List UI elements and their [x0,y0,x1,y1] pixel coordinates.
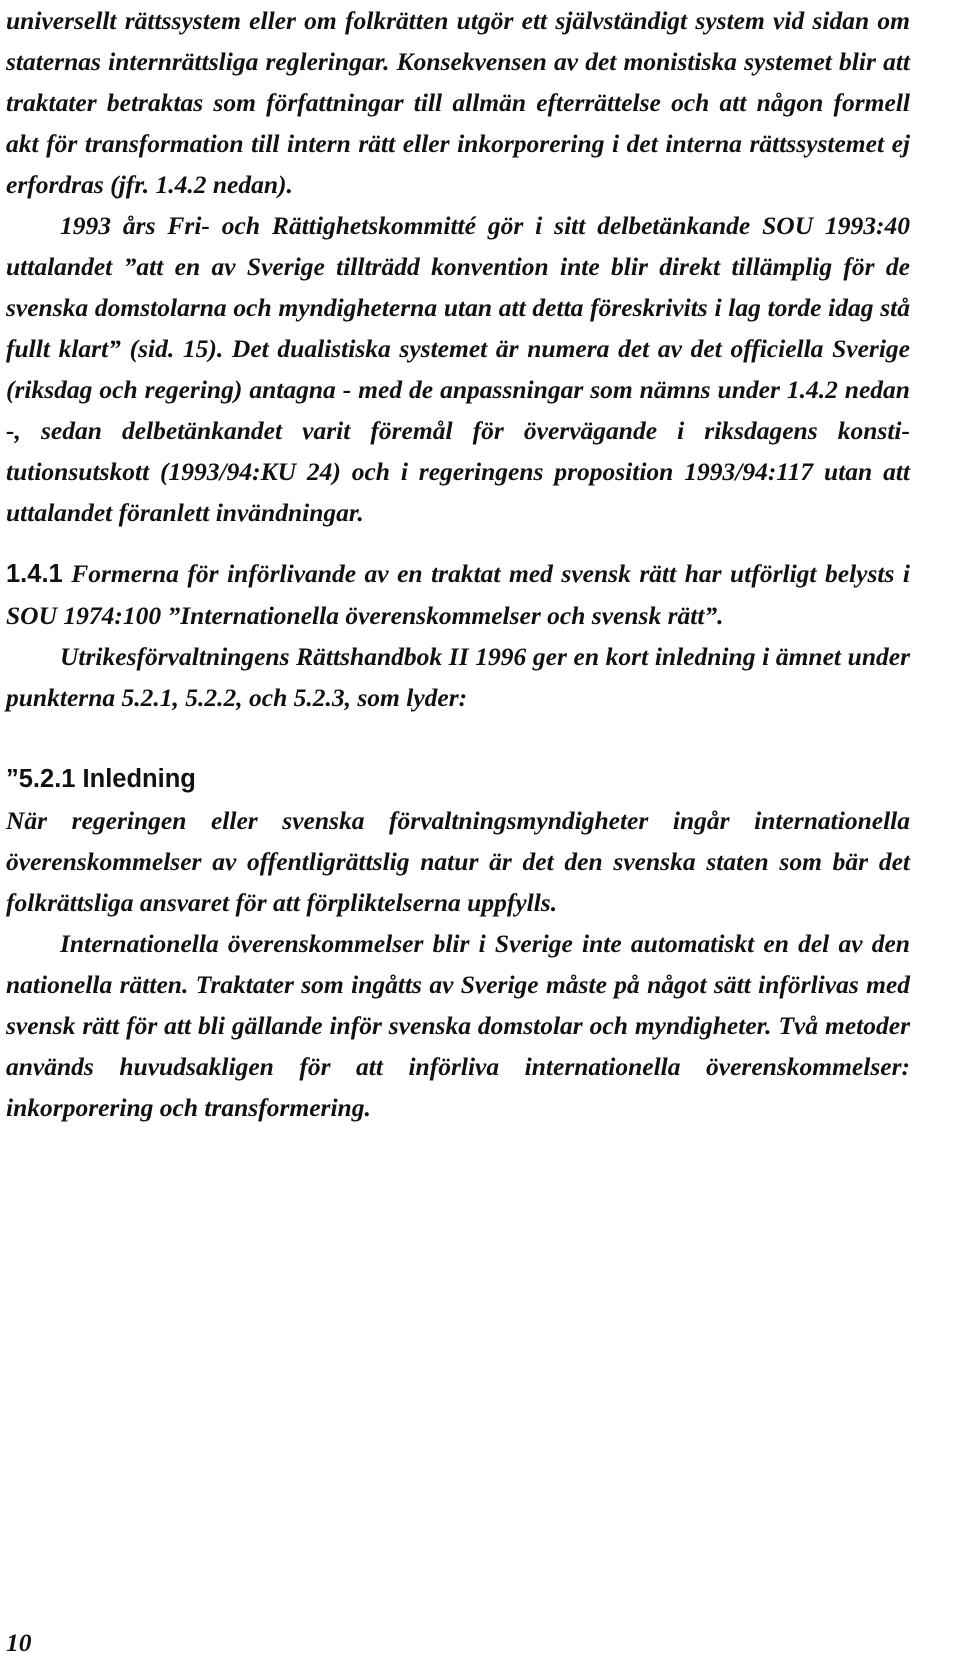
section-1-4-1 [6,553,910,636]
paragraph-incorporation-methods: Internationella överenskommelser blir i Sverige inte automatiskt en del av den nationella rätten. Traktater som ingåtts av Sverige måste på något sätt införlivas med svensk rätt för att bli gällande inför svenska domstolar och myndigheter. Två metoder används huvudsakligen för att införliva internationella överenskommelser: inkorporering och transformering. [6,929,910,1122]
paragraph-state-responsibility: När regeringen eller svenska förvaltningsmyndigheter ingår internationella överenskommelser av offentligrättslig natur är det den svenska staten som bär det folkrättsliga ansvaret för att förpliktelserna uppfylls. [6,806,910,917]
quote-subheading [6,758,910,800]
section-number: 1.4.1 [6,560,63,588]
spacer [6,718,910,758]
section-text: Formerna för införlivande av en traktat med svensk rätt har utförligt belysts i SOU 1974:100 ”Internationella överenskommelser och svensk rätt”. [6,559,910,630]
page-number: 10 [6,1628,32,1657]
paragraph-committee-statement: 1993 års Fri- och Rättighetskommitté gör i sitt delbetänkande SOU 1993:40 uttalandet ”att en av Sverige tillträdd konvention inte blir direkt tillämplig för de svenska domstolarna och myndigheterna utan att detta föreskrivits i lag torde idag stå fullt klart” (sid. 15). Det dualistiska systemet är numera det av det officiella Sverige (riksdag och regering) antagna - med de anpassningar som nämns under 1.4.2 nedan -, sedan delbetänkandet varit föremål för övervägande i riksdagens konstitutionsutskott (1993/94:KU 24) och i regeringens proposition 1993/94:117 utan att uttalandet föranlett invändningar. [6,211,910,527]
document-page [6,0,910,1128]
subheading-number: ”5.2.1 [6,765,76,793]
spacer [6,533,910,553]
paragraph-handbook-intro: Utrikesförvaltningens Rättshandbok II 1996 ger en kort inledning i ämnet under punkterna 5.2.1, 5.2.2, och 5.2.3, som lyder: [6,642,910,712]
paragraph-monism-continued: universellt rättssystem eller om folkrätten utgör ett självständigt system vid sidan om staternas internrättsliga regleringar. Konsekvensen av det monistiska systemet blir att traktater betraktas som författningar till allmän efterrättelse och att någon formell akt för transformation till intern rätt eller inkorporering i det interna rättssystemet ej erfordras (jfr. 1.4.2 nedan). [6,6,910,199]
subheading-title: Inledning [75,765,196,793]
